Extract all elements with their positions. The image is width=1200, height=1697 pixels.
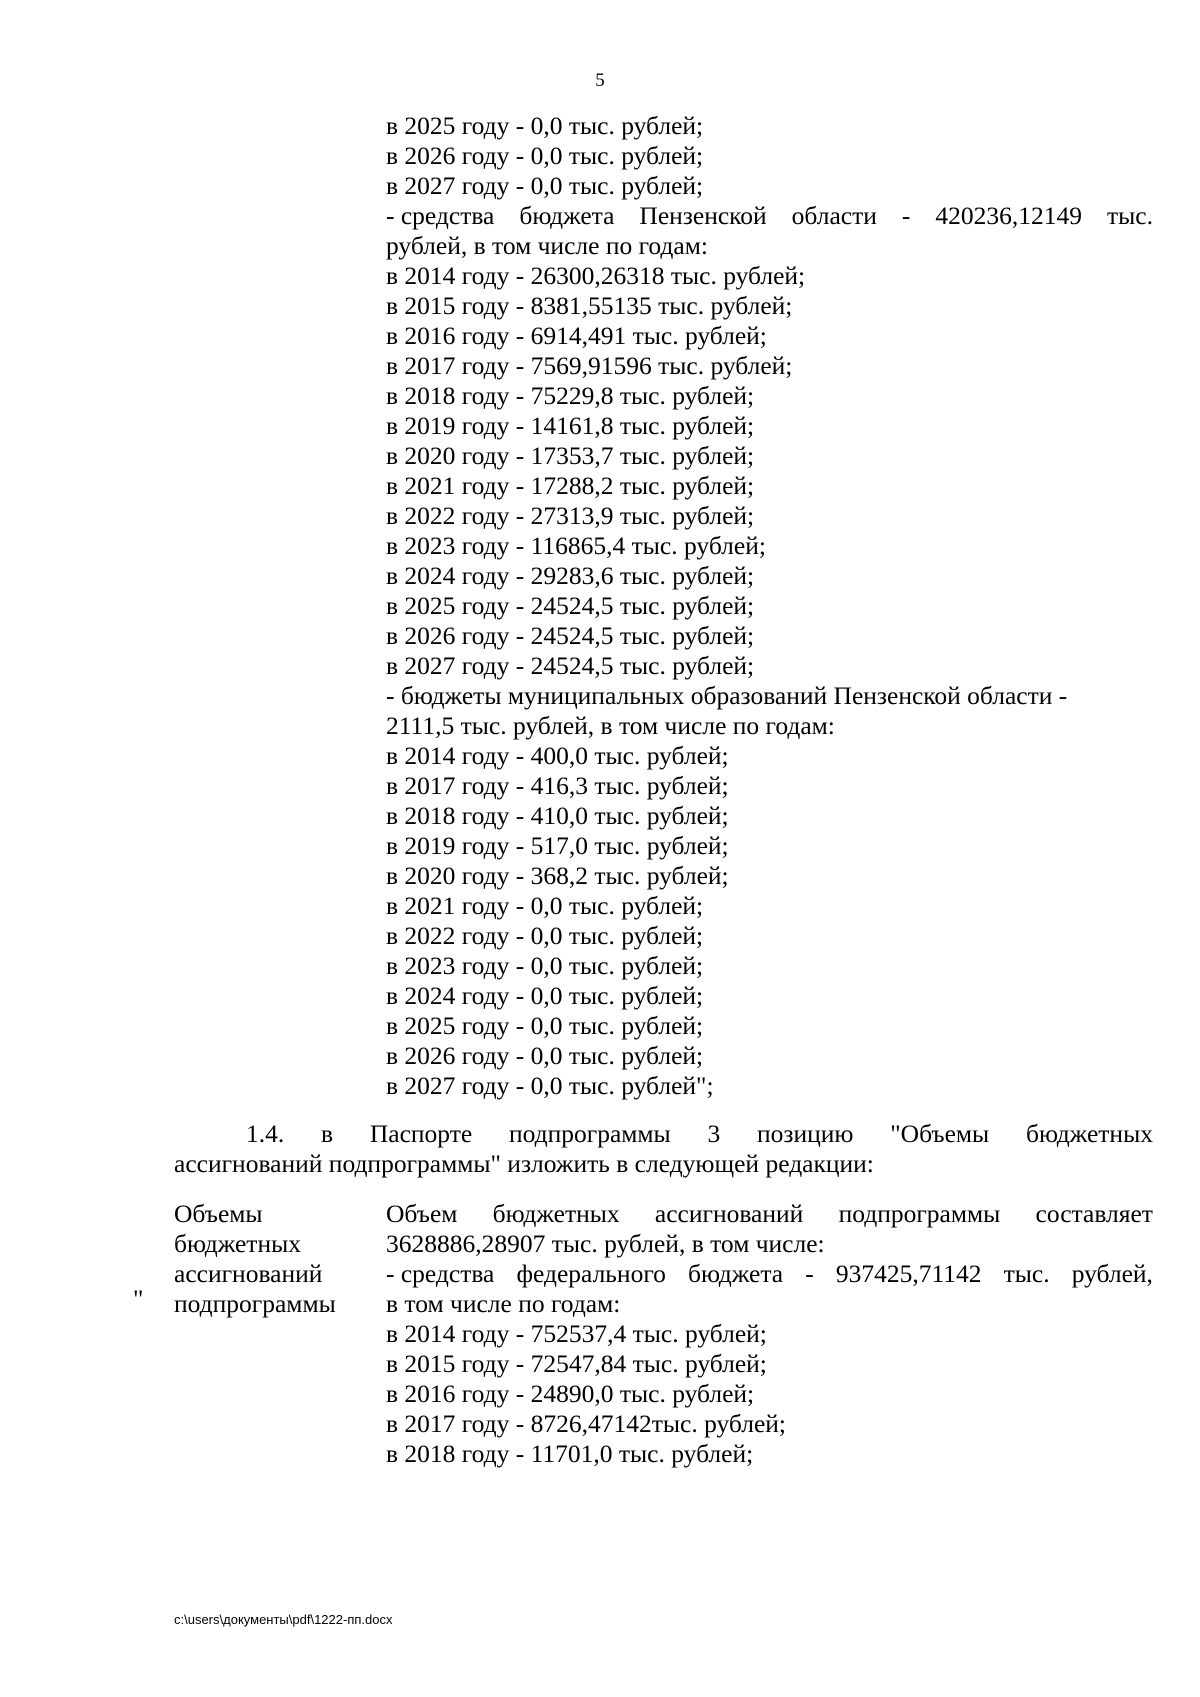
- word: области: [791, 201, 877, 230]
- passport-total-line2: 3628886,28907 тыс. рублей, в том числе:: [386, 1229, 825, 1258]
- budget-line: в 2019 году - 14161,8 тыс. рублей;: [386, 411, 755, 440]
- word: позицию: [757, 1119, 854, 1148]
- federal-budget-heading: [386, 1258, 1153, 1290]
- budget-line: в 2027 году - 0,0 тыс. рублей;: [386, 171, 704, 200]
- word: составляет: [1035, 1199, 1153, 1228]
- paragraph-1-4-line2: ассигнований подпрограммы" изложить в следующей редакции:: [174, 1149, 874, 1178]
- budget-line: в 2025 году - 0,0 тыс. рублей;: [386, 111, 704, 140]
- municipal-budget-subheading: 2111,5 тыс. рублей, в том числе по годам:: [386, 711, 835, 740]
- municipal-budget-heading: - бюджеты муниципальных образований Пензенской области -: [386, 681, 1068, 710]
- budget-line: в 2020 году - 368,2 тыс. рублей;: [386, 861, 729, 890]
- budget-line: в 2018 году - 75229,8 тыс. рублей;: [386, 381, 755, 410]
- passport-total-line1: [386, 1198, 1153, 1230]
- word: Объем: [386, 1199, 458, 1228]
- paragraph-1-4-line1: [246, 1118, 1153, 1150]
- budget-line: в 2022 году - 0,0 тыс. рублей;: [386, 921, 704, 950]
- budget-line: в 2027 году - 0,0 тыс. рублей";: [386, 1071, 714, 1100]
- budget-line: в 2014 году - 752537,4 тыс. рублей;: [386, 1319, 767, 1348]
- budget-line: в 2024 году - 0,0 тыс. рублей;: [386, 981, 704, 1010]
- budget-line: в 2027 году - 24524,5 тыс. рублей;: [386, 651, 755, 680]
- passport-label: бюджетных: [174, 1229, 301, 1258]
- passport-label: подпрограммы: [174, 1289, 336, 1318]
- budget-line: в 2023 году - 0,0 тыс. рублей;: [386, 951, 704, 980]
- budget-line: в 2020 году - 17353,7 тыс. рублей;: [386, 441, 755, 470]
- word: - средства: [386, 201, 495, 230]
- budget-line: в 2014 году - 400,0 тыс. рублей;: [386, 741, 729, 770]
- budget-line: в 2026 году - 0,0 тыс. рублей;: [386, 1041, 704, 1070]
- budget-line: в 2017 году - 8726,47142тыс. рублей;: [386, 1409, 787, 1438]
- word: 420236,12149: [935, 201, 1082, 230]
- word: ассигнований: [654, 1199, 804, 1228]
- budget-line: в 2022 году - 27313,9 тыс. рублей;: [386, 501, 755, 530]
- word: 1.4.: [246, 1119, 285, 1148]
- budget-line: в 2025 году - 24524,5 тыс. рублей;: [386, 591, 755, 620]
- footer-file-path: c:\users\документы\pdf\1222-пп.docx: [174, 1612, 393, 1627]
- word: бюджета: [519, 201, 615, 230]
- budget-line: в 2026 году - 24524,5 тыс. рублей;: [386, 621, 755, 650]
- page-number: 5: [595, 70, 605, 91]
- federal-budget-subheading: в том числе по годам:: [386, 1289, 621, 1318]
- word: тыс.: [1106, 201, 1153, 230]
- word: бюджетных: [1025, 1119, 1153, 1148]
- word: -: [901, 201, 911, 230]
- budget-line: в 2026 году - 0,0 тыс. рублей;: [386, 141, 704, 170]
- budget-line: в 2015 году - 8381,55135 тыс. рублей;: [386, 291, 793, 320]
- budget-line: в 2015 году - 72547,84 тыс. рублей;: [386, 1349, 767, 1378]
- regional-budget-heading: [386, 200, 1153, 232]
- opening-quote-mark: ": [133, 1284, 144, 1313]
- word: тыс.: [1003, 1259, 1050, 1288]
- budget-line: в 2014 году - 26300,26318 тыс. рублей;: [386, 261, 806, 290]
- word: подпрограммы: [508, 1119, 671, 1148]
- budget-line: в 2017 году - 7569,91596 тыс. рублей;: [386, 351, 793, 380]
- budget-line: в 2023 году - 116865,4 тыс. рублей;: [386, 531, 766, 560]
- budget-line: в 2019 году - 517,0 тыс. рублей;: [386, 831, 729, 860]
- budget-line: в 2017 году - 416,3 тыс. рублей;: [386, 771, 729, 800]
- word: федерального: [516, 1259, 666, 1288]
- word: подпрограммы: [838, 1199, 1001, 1228]
- budget-line: в 2021 году - 0,0 тыс. рублей;: [386, 891, 704, 920]
- word: Паспорте: [369, 1119, 473, 1148]
- word: бюджетных: [492, 1199, 620, 1228]
- budget-line: в 2018 году - 410,0 тыс. рублей;: [386, 801, 729, 830]
- word: в: [321, 1119, 334, 1148]
- budget-line: в 2016 году - 6914,491 тыс. рублей;: [386, 321, 767, 350]
- passport-label: Объемы: [174, 1199, 263, 1228]
- budget-line: в 2025 году - 0,0 тыс. рублей;: [386, 1011, 704, 1040]
- word: Пензенской: [639, 201, 767, 230]
- word: "Объемы: [890, 1119, 990, 1148]
- word: рублей,: [1071, 1259, 1153, 1288]
- budget-line: в 2018 году - 11701,0 тыс. рублей;: [386, 1439, 754, 1468]
- budget-line: в 2024 году - 29283,6 тыс. рублей;: [386, 561, 755, 590]
- word: -: [805, 1259, 814, 1288]
- word: - средства: [386, 1259, 495, 1288]
- budget-line: в 2016 году - 24890,0 тыс. рублей;: [386, 1379, 755, 1408]
- word: 3: [707, 1119, 721, 1148]
- word: бюджета: [688, 1259, 784, 1288]
- regional-budget-subheading: рублей, в том числе по годам:: [386, 231, 708, 260]
- budget-line: в 2021 году - 17288,2 тыс. рублей;: [386, 471, 755, 500]
- word: 937425,71142: [835, 1259, 982, 1288]
- passport-label: ассигнований: [174, 1259, 323, 1288]
